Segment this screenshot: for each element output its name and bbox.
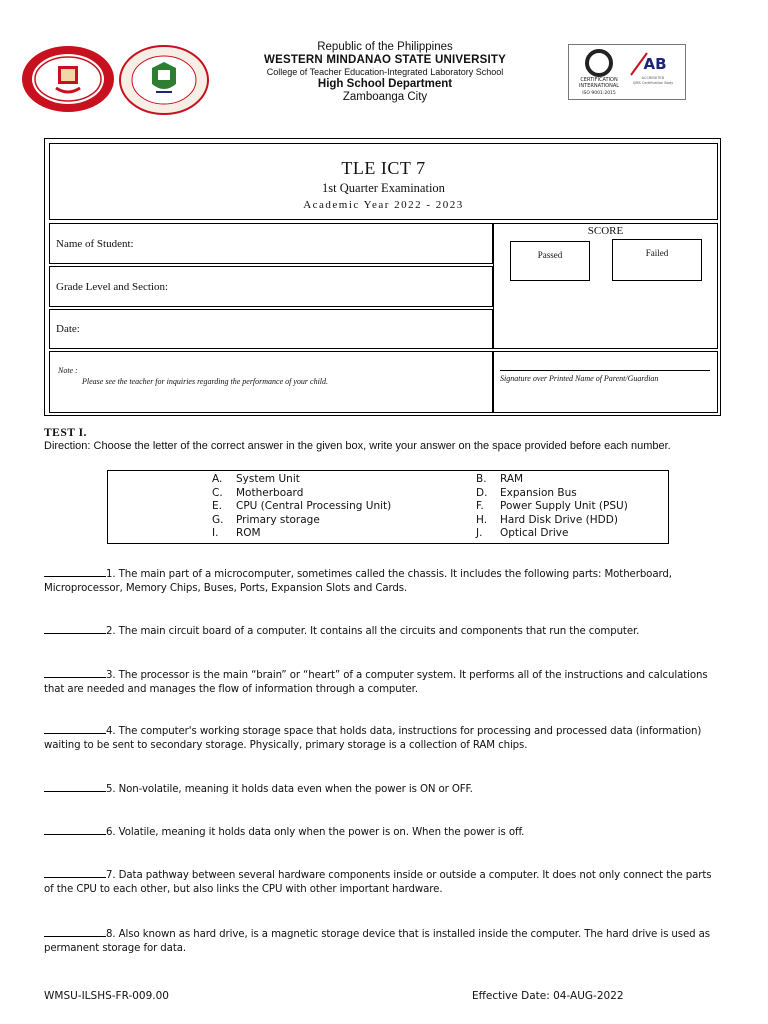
- svg-text:INTERNATIONAL: INTERNATIONAL: [578, 83, 620, 89]
- failed-label: Failed: [645, 248, 669, 258]
- college-name: College of Teacher Education-Integrated Laboratory School: [266, 67, 504, 78]
- university-name: WESTERN MINDANAO STATE UNIVERSITY: [264, 54, 506, 67]
- answer-blank[interactable]: [44, 567, 106, 577]
- grade-section-field[interactable]: [49, 266, 493, 307]
- answer-blank[interactable]: [44, 668, 106, 678]
- question-item: [44, 825, 724, 840]
- note-text: Please see the teacher for inquiries regarding the performance of your child.: [82, 377, 329, 386]
- question-text: 8. Also known as hard drive, is a magnetic storage device that is installed inside the computer. The hard drive is used as permanent storage for data.: [44, 929, 711, 954]
- question-item: [44, 724, 724, 753]
- date-field[interactable]: [49, 309, 493, 349]
- student-name-field[interactable]: [49, 223, 493, 264]
- academic-year: Academic Year 2022 - 2023: [303, 199, 464, 211]
- choice-item: B. RAM: [476, 473, 524, 485]
- question-item: [44, 927, 724, 956]
- question-text: 3. The processor is the main “brain” or “heart” of a computer system. It performs all of the instructions and calculations that are needed and manages the flow of information through a computer.: [44, 670, 708, 695]
- exam-subtitle: 1st Quarter Examination: [322, 181, 445, 195]
- question-text: 2. The main circuit board of a computer. It contains all the circuits and components that run the computer.: [106, 626, 640, 637]
- question-text: 4. The computer's working storage space that holds data, instructions for processing and processed data (information) waiting to be sent to secondary storage. Physically, primary storage is a collection of RAM chips.: [44, 726, 702, 751]
- ils-seal-logo: [118, 44, 210, 116]
- question-item: [44, 782, 724, 797]
- svg-text:QMS Certification Body: QMS Certification Body: [632, 81, 674, 85]
- question-item: [44, 668, 724, 697]
- passed-label: Passed: [537, 250, 563, 260]
- choice-item: F. Power Supply Unit (PSU): [476, 500, 628, 512]
- score-cell: [493, 223, 718, 349]
- test-direction: Direction: Choose the letter of the correct answer in the given box, write your answer on the space provided before each number.: [44, 440, 671, 452]
- question-text: 5. Non-volatile, meaning it holds data even when the power is ON or OFF.: [106, 784, 473, 795]
- department-name: High School Department: [317, 77, 453, 90]
- score-label: SCORE: [587, 225, 624, 237]
- choice-item: J. Optical Drive: [476, 527, 569, 539]
- date-label: Date:: [56, 323, 80, 335]
- school-header: [215, 41, 555, 104]
- republic-line: Republic of the Philippines: [317, 41, 453, 53]
- effective-date: Effective Date: 04-AUG-2022: [472, 990, 624, 1002]
- form-code: WMSU-ILSHS-FR-009.00: [44, 990, 169, 1002]
- answer-blank[interactable]: [44, 724, 106, 734]
- student-name-label: Name of Student:: [56, 237, 134, 250]
- choice-item: H. Hard Disk Drive (HDD): [476, 513, 618, 526]
- answer-blank[interactable]: [44, 782, 106, 792]
- note-cell: [49, 351, 493, 413]
- question-text: 6. Volatile, meaning it holds data only when the power is on. When the power is off.: [106, 827, 525, 838]
- iso-certification-logo: [568, 44, 686, 100]
- wmsu-seal-logo: [20, 44, 116, 114]
- choice-item: E. CPU (Central Processing Unit): [212, 500, 392, 512]
- signature-cell[interactable]: [493, 351, 718, 413]
- exam-title: TLE ICT 7: [341, 158, 426, 178]
- choice-item: C. Motherboard: [212, 486, 304, 499]
- city-name: Zamboanga City: [342, 91, 428, 103]
- choice-item: D. Expansion Bus: [476, 486, 577, 499]
- signature-label: Signature over Printed Name of Parent/Guardian: [500, 374, 659, 383]
- answer-blank[interactable]: [44, 825, 106, 835]
- choice-item: A. System Unit: [212, 473, 300, 485]
- grade-section-label: Grade Level and Section:: [56, 280, 169, 293]
- question-text: 1. The main part of a microcomputer, sometimes called the chassis. It includes the following parts: Motherboard, Microprocessor, Memory Chips, Buses, Ports, Expansion Slots and Cards.: [44, 569, 672, 594]
- answer-choices-box: [107, 470, 669, 544]
- question-item: [44, 567, 724, 596]
- note-label: Note :: [58, 366, 78, 375]
- svg-text:ISO 9001:2015: ISO 9001:2015: [582, 91, 616, 96]
- svg-text:ACCREDITED: ACCREDITED: [641, 76, 665, 80]
- answer-blank[interactable]: [44, 927, 106, 937]
- test-title: TEST I.: [44, 427, 87, 439]
- exam-info-frame: [44, 138, 721, 416]
- svg-text:AB: AB: [643, 55, 667, 73]
- choice-item: I. ROM: [212, 527, 261, 539]
- passed-box[interactable]: [510, 241, 590, 281]
- answer-blank[interactable]: [44, 624, 106, 634]
- question-item: [44, 868, 724, 897]
- signature-line: [500, 370, 710, 371]
- question-item: [44, 624, 724, 639]
- question-text: 7. Data pathway between several hardware components inside or outside a computer. It does not only connect the parts of the CPU to each other, but also links the CPU with other important hardware.: [44, 870, 712, 895]
- failed-box[interactable]: [612, 239, 702, 281]
- exam-title-cell: [49, 143, 718, 220]
- choice-item: G. Primary storage: [212, 513, 320, 526]
- answer-blank[interactable]: [44, 868, 106, 878]
- svg-text:CERTIFICATION: CERTIFICATION: [580, 77, 618, 83]
